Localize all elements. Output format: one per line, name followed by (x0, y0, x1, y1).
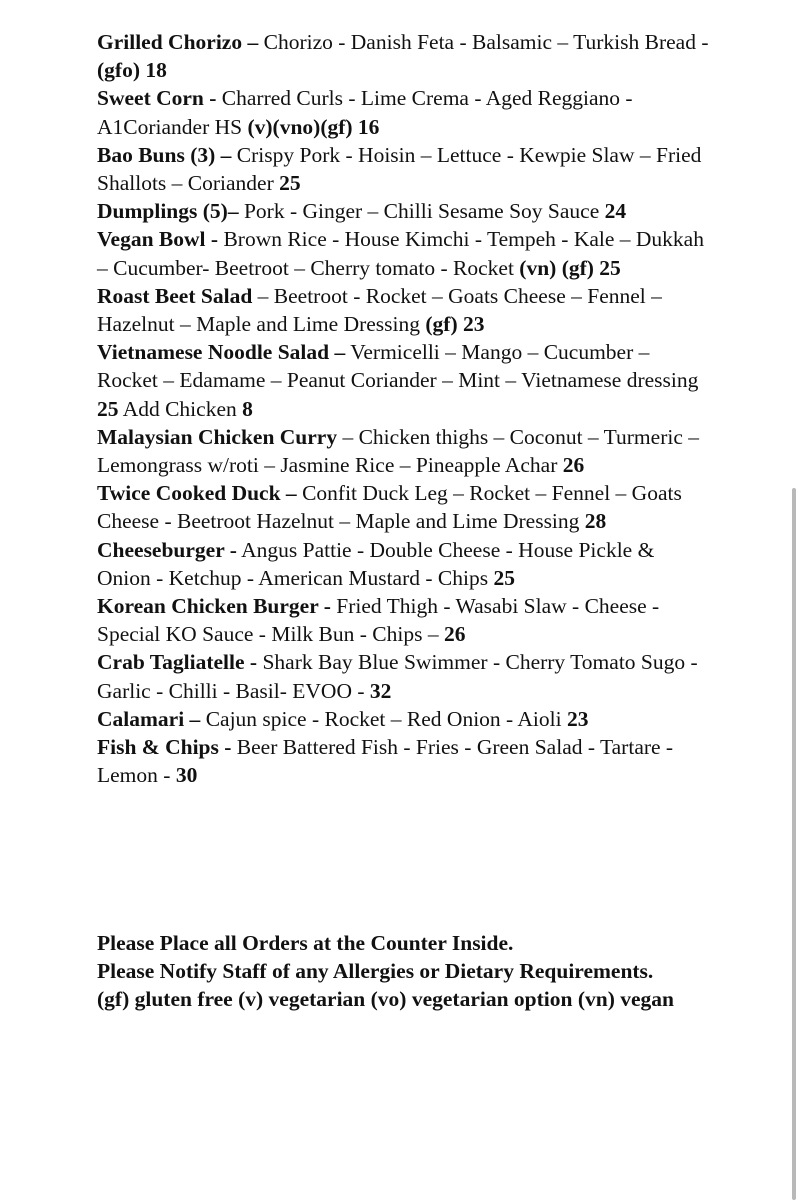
item-name: Vegan Bowl - (97, 227, 219, 252)
item-name: Bao Buns (3) – (97, 142, 232, 167)
scrollbar[interactable] (790, 0, 798, 1200)
item-description: Angus Pattie - Double Cheese - House Pickle & Onion - Ketchup - American Mustard - Chips (97, 537, 655, 590)
menu-item-grilled-chorizo (97, 28, 709, 84)
menu-item-vegan-bowl (97, 225, 709, 281)
item-name: Fish & Chips - (97, 735, 232, 760)
menu-item-roast-beet-salad (97, 282, 709, 338)
item-description: Vermicelli – Mango – Cucumber – Rocket – Edamame – Peanut Coriander – Mint – Vietnamese dressing (97, 340, 699, 393)
menu-notes (97, 929, 709, 1014)
item-name: Korean Chicken Burger - (97, 594, 331, 619)
item-description: Fried Thigh - Wasabi Slaw - Cheese - Special KO Sauce - Milk Bun - Chips – (97, 594, 660, 647)
menu-item-crab-tagliatelle (97, 648, 709, 704)
item-description: Beer Battered Fish - Fries - Green Salad - Tartare - Lemon - (97, 735, 674, 788)
item-price: (gf) 23 (425, 312, 485, 337)
allergy-notice: Please Notify Staff of any Allergies or Dietary Requirements. (97, 959, 654, 984)
item-name: Twice Cooked Duck – (97, 481, 297, 506)
item-description: Cajun spice - Rocket – Red Onion - Aioli (200, 706, 567, 731)
order-instructions: Please Place all Orders at the Counter Inside. (97, 931, 514, 955)
item-description: Brown Rice - House Kimchi - Tempeh - Kale – Dukkah – Cucumber- Beetroot – Cherry tomato - Rocket (97, 227, 704, 280)
menu-list (97, 28, 709, 789)
menu-item-bao-buns (97, 141, 709, 197)
menu-item-korean-chicken-burger (97, 592, 709, 648)
item-price: (v)(vno)(gf) 16 (247, 114, 380, 139)
item-price: 25 (97, 396, 119, 421)
item-description: Crispy Pork - Hoisin – Lettuce - Kewpie Slaw – Fried Shallots – Coriander (97, 142, 702, 196)
item-name: Malaysian Chicken Curry (97, 424, 338, 449)
item-price: 23 (566, 706, 589, 731)
item-price: 25 (279, 171, 301, 196)
item-description: – Chicken thighs – Coconut – Turmeric – Lemongrass w/roti – Jasmine Rice – Pineapple Achar (97, 424, 700, 478)
item-price: 30 (175, 763, 198, 788)
item-name: Vietnamese Noodle Salad – (97, 340, 346, 365)
item-price: 24 (604, 199, 627, 224)
item-name: Grilled Chorizo – (97, 30, 259, 54)
menu-item-fish-and-chips (97, 733, 709, 789)
item-name: Dumplings (5)– (97, 199, 239, 224)
item-price: 28 (584, 509, 607, 534)
dietary-legend: (gf) gluten free (v) vegetarian (vo) vegetarian option (vn) vegan (97, 987, 674, 1012)
menu-item-malaysian-chicken-curry (97, 423, 709, 479)
item-name: Roast Beet Salad (97, 283, 253, 308)
menu-item-vietnamese-noodle-salad (97, 338, 709, 423)
menu-item-dumplings (97, 197, 709, 225)
item-name: Calamari – (97, 706, 201, 731)
item-description: Confit Duck Leg – Rocket – Fennel – Goats Cheese - Beetroot Hazelnut – Maple and Lime Dressing (97, 481, 682, 534)
menu-item-sweet-corn (97, 84, 709, 140)
item-price: (vn) (gf) 25 (519, 255, 621, 280)
item-price: 25 (493, 565, 515, 590)
item-price: (gfo) 18 (97, 58, 167, 83)
item-description: Chorizo - Danish Feta - Balsamic – Turkish Bread - (258, 30, 709, 54)
item-price: 26 (562, 453, 585, 478)
item-name: Crab Tagliatelle - (97, 650, 258, 675)
item-description: Shark Bay Blue Swimmer - Cherry Tomato Sugo - Garlic - Chilli - Basil- EVOO - (97, 650, 698, 703)
item-addon-price: 8 (242, 396, 253, 421)
menu-item-twice-cooked-duck (97, 479, 709, 535)
item-name: Cheeseburger - (97, 537, 237, 562)
item-description: – Beetroot - Rocket – Goats Cheese – Fennel – Hazelnut – Maple and Lime Dressing (97, 283, 662, 337)
item-addon: Add Chicken (118, 396, 243, 421)
item-name: Sweet Corn - (97, 86, 217, 111)
item-description: Pork - Ginger – Chilli Sesame Soy Sauce (238, 199, 605, 224)
item-price: 26 (443, 622, 466, 647)
menu-item-cheeseburger (97, 536, 709, 592)
item-description: Charred Curls - Lime Crema - Aged Reggiano - A1Coriander HS (97, 86, 633, 139)
scrollbar-thumb[interactable] (792, 488, 796, 1200)
item-price: 32 (369, 678, 392, 703)
menu-item-calamari (97, 705, 709, 733)
